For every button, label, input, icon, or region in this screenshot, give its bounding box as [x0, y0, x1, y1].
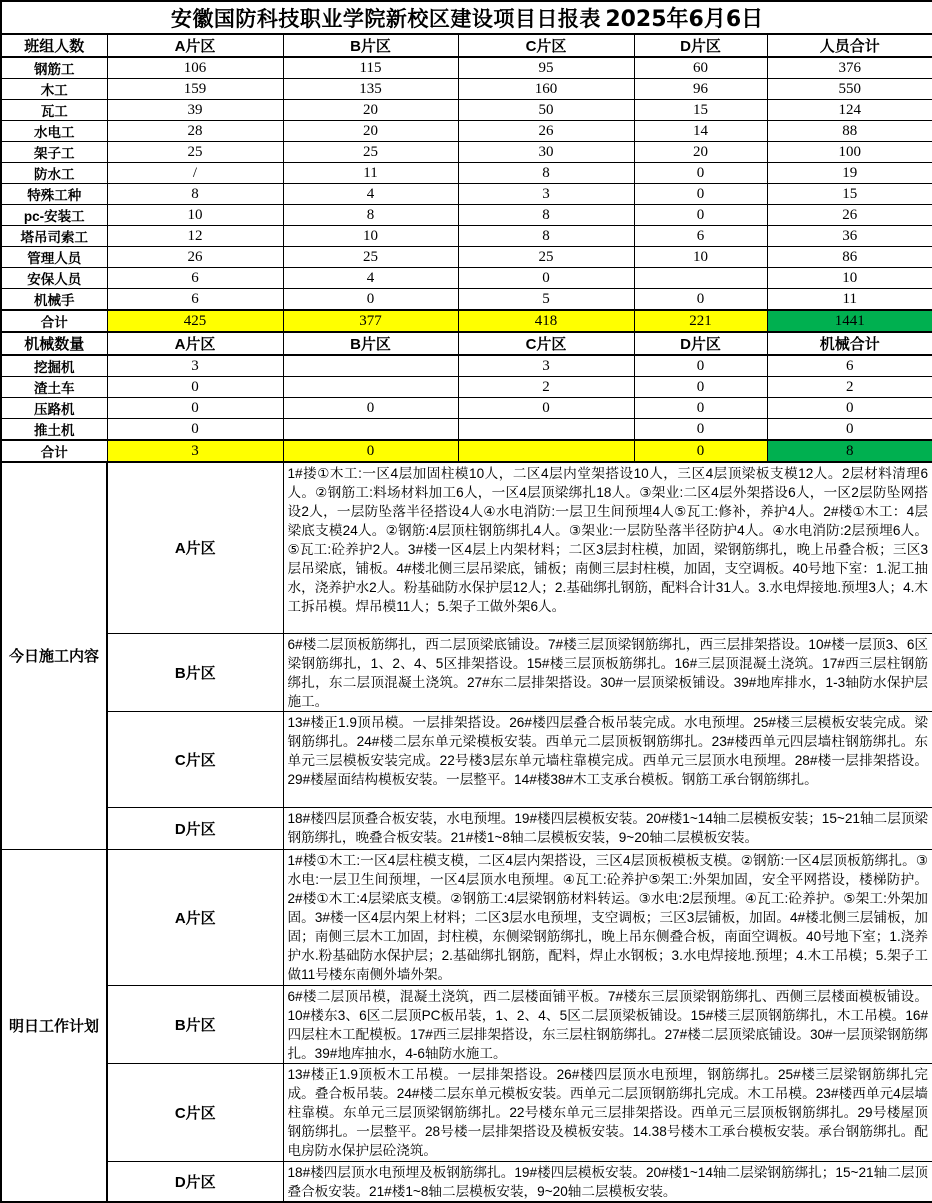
count-cell: 10 — [634, 247, 767, 268]
count-cell: 0 — [634, 398, 767, 419]
count-cell: 106 — [107, 57, 283, 79]
count-cell — [283, 355, 458, 377]
count-cell: 20 — [634, 142, 767, 163]
personnel-header-cell: A片区 — [107, 34, 283, 57]
count-cell: 6 — [107, 268, 283, 289]
zone-label: B片区 — [107, 633, 283, 711]
count-cell: 2 — [458, 377, 634, 398]
table-row — [1, 247, 932, 268]
count-cell: 8 — [283, 205, 458, 226]
count-cell: 19 — [767, 163, 932, 184]
count-cell: 8 — [458, 226, 634, 247]
count-cell: 124 — [767, 100, 932, 121]
table-row — [1, 398, 932, 419]
report-title-text: 安徽国防科技职业学院新校区建设项目日报表 — [170, 8, 601, 31]
count-cell: 15 — [767, 184, 932, 205]
machine-label: 渣土车 — [1, 377, 107, 398]
zone-label: C片区 — [107, 1063, 283, 1161]
count-cell: 86 — [767, 247, 932, 268]
work-text: 18#楼四层顶水电预埋及板钢筋绑扎。19#楼四层模板安装。20#楼1~14轴二层梁钢筋绑扎；15~21轴二层顶叠合板安装。21#楼1~8轴二层模板安装，9~20轴二层模板安装。 — [283, 1161, 932, 1202]
table-row — [1, 419, 932, 441]
report-title — [1, 1, 932, 34]
count-cell: 6 — [767, 355, 932, 377]
personnel-header-cell: B片区 — [283, 34, 458, 57]
count-cell: 39 — [107, 100, 283, 121]
work-text: 13#楼正1.9顶吊模。一层排架搭设。26#楼四层叠合板吊装完成。水电预埋。25#楼三层模板安装完成。梁钢筋绑扎。24#楼二层东单元梁模板安装。西单元二层顶板钢筋绑扎。23#楼西单元四层墙柱钢筋绑扎。东单元三层模板安装完成。22号楼3层东单元墙柱靠模完成。西单元三层顶水电预埋。28#楼一层排架搭设。29#楼屋面结构模板安装。一层整平。14#楼38#木工支承台模板。钢筋工承台钢筋绑扎。 — [283, 711, 932, 807]
zone-label: D片区 — [107, 807, 283, 849]
total-cell: 221 — [634, 310, 767, 332]
trade-label: 安保人员 — [1, 268, 107, 289]
trade-label: 钢筋工 — [1, 57, 107, 79]
count-cell: 25 — [283, 142, 458, 163]
count-cell: 50 — [458, 100, 634, 121]
grand-total-cell: 1441 — [767, 310, 932, 332]
trade-label: 木工 — [1, 79, 107, 100]
count-cell: 8 — [458, 163, 634, 184]
count-cell: 2 — [767, 377, 932, 398]
today-section-label: 今日施工内容 — [1, 462, 107, 849]
tomorrow-zone-d-row — [1, 1161, 932, 1202]
count-cell: 25 — [107, 142, 283, 163]
zone-label: A片区 — [107, 849, 283, 985]
total-cell: 425 — [107, 310, 283, 332]
table-row — [1, 377, 932, 398]
count-cell: 25 — [458, 247, 634, 268]
personnel-header-cell: 班组人数 — [1, 34, 107, 57]
count-cell: 20 — [283, 100, 458, 121]
count-cell: 96 — [634, 79, 767, 100]
personnel-total-row — [1, 310, 932, 332]
count-cell: 10 — [107, 205, 283, 226]
count-cell: 60 — [634, 57, 767, 79]
personnel-header-cell: D片区 — [634, 34, 767, 57]
table-row — [1, 121, 932, 142]
count-cell: 160 — [458, 79, 634, 100]
count-cell: 14 — [634, 121, 767, 142]
count-cell: 0 — [283, 398, 458, 419]
machinery-header-cell: A片区 — [107, 332, 283, 355]
personnel-header-cell: 人员合计 — [767, 34, 932, 57]
count-cell: 100 — [767, 142, 932, 163]
count-cell: 550 — [767, 79, 932, 100]
count-cell: 3 — [458, 184, 634, 205]
machinery-header-cell: B片区 — [283, 332, 458, 355]
zone-label: D片区 — [107, 1161, 283, 1202]
today-zone-c-row — [1, 711, 932, 807]
table-row — [1, 100, 932, 121]
count-cell — [458, 419, 634, 441]
machinery-total-row — [1, 440, 932, 462]
tomorrow-section-label: 明日工作计划 — [1, 849, 107, 1202]
count-cell: / — [107, 163, 283, 184]
count-cell — [283, 419, 458, 441]
work-text: 6#楼二层顶吊模，混凝土浇筑，西二层楼面铺平板。7#楼东三层顶梁钢筋绑扎、西侧三层楼面模板铺设。10#楼东3、6区二层顶PC板吊装，1、2、4、5区二层顶梁板铺设。15#楼三层顶钢筋绑扎，木工吊模。16#四层柱木工配模板。17#西三层排架搭设，东三层柱钢筋绑扎。27#楼二层顶梁底铺设。30#一层顶梁钢筋绑扎。39#地库抽水，4-6轴防水施工。 — [283, 985, 932, 1063]
count-cell: 0 — [634, 289, 767, 311]
machinery-header-cell: 机械数量 — [1, 332, 107, 355]
count-cell: 115 — [283, 57, 458, 79]
count-cell — [634, 268, 767, 289]
trade-label: 防水工 — [1, 163, 107, 184]
total-cell: 377 — [283, 310, 458, 332]
machine-label: 挖掘机 — [1, 355, 107, 377]
table-row — [1, 226, 932, 247]
count-cell: 0 — [107, 377, 283, 398]
trade-label: 塔吊司索工 — [1, 226, 107, 247]
total-label: 合计 — [1, 310, 107, 332]
tomorrow-zone-b-row — [1, 985, 932, 1063]
today-zone-a-row — [1, 462, 932, 633]
trade-label: pc-安装工 — [1, 205, 107, 226]
table-row — [1, 142, 932, 163]
table-row — [1, 79, 932, 100]
count-cell: 3 — [458, 355, 634, 377]
machinery-header-cell: D片区 — [634, 332, 767, 355]
work-text: 1#搂①木工:一区4层加固柱模10人，二区4层内堂架搭设10人，三区4层顶梁板支模12人。2层材料清理6人。②钢筋工:料场材料加工6人，一区4层顶梁绑扎18人。③架业:二区4层外架搭设6人，一区2层防坠网搭设2人，一层防坠落半径搭设4人④水电消防:一层卫生间预埋4人⑤瓦工:修补，养护4人。2#楼①木工：4层梁底支模24人。②钢筋:4层顶柱钢筋绑扎4人。③架业:一层防坠落半径防护4人。④水电消防:2层预埋6人。⑤瓦工:砼养护2人。3#楼一区4层上内架材料；二区3层封柱模，加固，梁钢筋绑扎，晚上吊叠合板；三区3层吊梁底，铺板。4#楼北侧三层吊梁底，铺板；南侧三层封柱模，加固，支空调板。40号地下室：1.泥工抽水，浇养护水2人。粉基础防水保护层12人；2.基础绑扎钢筋，配料合计31人。3.水电焊接地.预埋3人；4.木工拆吊模。焊吊模11人；5.架子工做外架6人。 — [283, 462, 932, 633]
count-cell: 0 — [634, 205, 767, 226]
trade-label: 特殊工种 — [1, 184, 107, 205]
count-cell: 10 — [283, 226, 458, 247]
tomorrow-zone-c-row — [1, 1063, 932, 1161]
table-row — [1, 289, 932, 311]
machinery-header-row — [1, 332, 932, 355]
count-cell: 12 — [107, 226, 283, 247]
today-zone-b-row — [1, 633, 932, 711]
total-label: 合计 — [1, 440, 107, 462]
grand-total-cell: 8 — [767, 440, 932, 462]
table-row — [1, 205, 932, 226]
count-cell: 0 — [107, 398, 283, 419]
trade-label: 瓦工 — [1, 100, 107, 121]
machinery-header-cell: C片区 — [458, 332, 634, 355]
total-cell: 0 — [634, 440, 767, 462]
count-cell: 8 — [107, 184, 283, 205]
count-cell: 20 — [283, 121, 458, 142]
zone-label: C片区 — [107, 711, 283, 807]
count-cell: 88 — [767, 121, 932, 142]
count-cell: 30 — [458, 142, 634, 163]
total-cell: 418 — [458, 310, 634, 332]
work-text: 1#楼①木工:一区4层柱模支模，二区4层内架搭设，三区4层顶板模板支模。②钢筋:一区4层顶板筋绑扎。③水电:一层卫生间预埋，一区4层顶水电预埋。④瓦工:砼养护⑤架工:外架加固，安全平网搭设，楼梯防护。2#楼①木工:4层梁底支模。②钢筋工:4层梁钢筋材料转运。③水电:2层预埋。④瓦工:砼养护。⑤架工:外架加固。3#楼一区4层内架上材料；二区3层水电预埋，支空调板；三区3层铺板，加固。4#楼北侧三层铺板，加固；南侧三层木工加固，封柱模，东侧梁钢筋绑扎，晚上吊东侧叠合板，南面空调板。40号地下室；1.浇养护水.粉基础防水保护层；2.基础绑扎钢筋，配料，焊止水钢板；3.水电焊接地.预埋；4.木工吊模；5.架子工做11号楼东南侧外墙外架。 — [283, 849, 932, 985]
work-text: 6#楼二层顶板筋绑扎，西二层顶梁底铺设。7#楼三层顶梁钢筋绑扎，西三层排架搭设。10#楼一层顶3、6区梁钢筋绑扎，1、2、4、5区排架搭设。15#楼三层顶板筋绑扎。16#三层顶混凝土浇筑。17#西三层柱钢筋绑扎，东二层顶混凝土浇筑。27#东二层排架搭设。30#一层顶梁板铺设。39#地库排水，1-3轴防水保护层施工。 — [283, 633, 932, 711]
today-zone-d-row — [1, 807, 932, 849]
trade-label: 水电工 — [1, 121, 107, 142]
count-cell: 0 — [634, 377, 767, 398]
count-cell: 36 — [767, 226, 932, 247]
personnel-header-row — [1, 34, 932, 57]
count-cell: 6 — [107, 289, 283, 311]
count-cell: 0 — [458, 268, 634, 289]
count-cell: 4 — [283, 268, 458, 289]
total-cell — [458, 440, 634, 462]
count-cell: 5 — [458, 289, 634, 311]
machine-label: 推土机 — [1, 419, 107, 441]
count-cell: 0 — [634, 355, 767, 377]
count-cell: 0 — [634, 419, 767, 441]
count-cell: 11 — [283, 163, 458, 184]
trade-label: 机械手 — [1, 289, 107, 311]
count-cell: 0 — [634, 163, 767, 184]
report-title-date: 2025年6月6日 — [605, 7, 764, 32]
count-cell: 0 — [107, 419, 283, 441]
count-cell: 4 — [283, 184, 458, 205]
count-cell: 0 — [634, 184, 767, 205]
count-cell: 0 — [458, 398, 634, 419]
work-text: 13#楼正1.9顶板木工吊模。一层排架搭设。26#楼四层顶水电预埋，钢筋绑扎。25#楼三层梁钢筋绑扎完成。叠合板吊装。24#楼二层东单元模板安装。西单元二层顶钢筋绑扎完成。木工吊模。23#楼西单元4层墙柱靠模。东单元三层顶梁钢筋绑扎。22号楼东单元三层排架搭设。西单元三层顶板钢筋绑扎。29号楼屋顶钢筋绑扎。一层整平。28号楼一层排架搭设及模板安装。14.38号楼木工承台模板安装。承台钢筋绑扎。配电房防水保护层砼浇筑。 — [283, 1063, 932, 1161]
table-row — [1, 163, 932, 184]
table-row — [1, 355, 932, 377]
count-cell: 8 — [458, 205, 634, 226]
count-cell: 376 — [767, 57, 932, 79]
count-cell: 15 — [634, 100, 767, 121]
tomorrow-zone-a-row — [1, 849, 932, 985]
machine-label: 压路机 — [1, 398, 107, 419]
trade-label: 管理人员 — [1, 247, 107, 268]
trade-label: 架子工 — [1, 142, 107, 163]
count-cell: 26 — [458, 121, 634, 142]
count-cell: 135 — [283, 79, 458, 100]
count-cell: 26 — [767, 205, 932, 226]
count-cell: 6 — [634, 226, 767, 247]
count-cell: 159 — [107, 79, 283, 100]
count-cell: 11 — [767, 289, 932, 311]
title-row — [1, 1, 932, 34]
personnel-header-cell: C片区 — [458, 34, 634, 57]
count-cell — [283, 377, 458, 398]
machinery-header-cell: 机械合计 — [767, 332, 932, 355]
count-cell: 25 — [283, 247, 458, 268]
count-cell: 95 — [458, 57, 634, 79]
count-cell: 0 — [283, 289, 458, 311]
table-row — [1, 268, 932, 289]
total-cell: 3 — [107, 440, 283, 462]
work-text: 18#楼四层顶叠合板安装，水电预埋。19#楼四层模板安装。20#楼1~14轴二层模板安装；15~21轴二层顶梁钢筋绑扎，晚叠合板安装。21#楼1~8轴二层模板安装，9~20轴二层模板安装。 — [283, 807, 932, 849]
table-row — [1, 57, 932, 79]
table-row — [1, 184, 932, 205]
count-cell: 0 — [767, 398, 932, 419]
count-cell: 26 — [107, 247, 283, 268]
count-cell: 0 — [767, 419, 932, 441]
zone-label: B片区 — [107, 985, 283, 1063]
zone-label: A片区 — [107, 462, 283, 633]
total-cell: 0 — [283, 440, 458, 462]
count-cell: 10 — [767, 268, 932, 289]
count-cell: 3 — [107, 355, 283, 377]
count-cell: 28 — [107, 121, 283, 142]
